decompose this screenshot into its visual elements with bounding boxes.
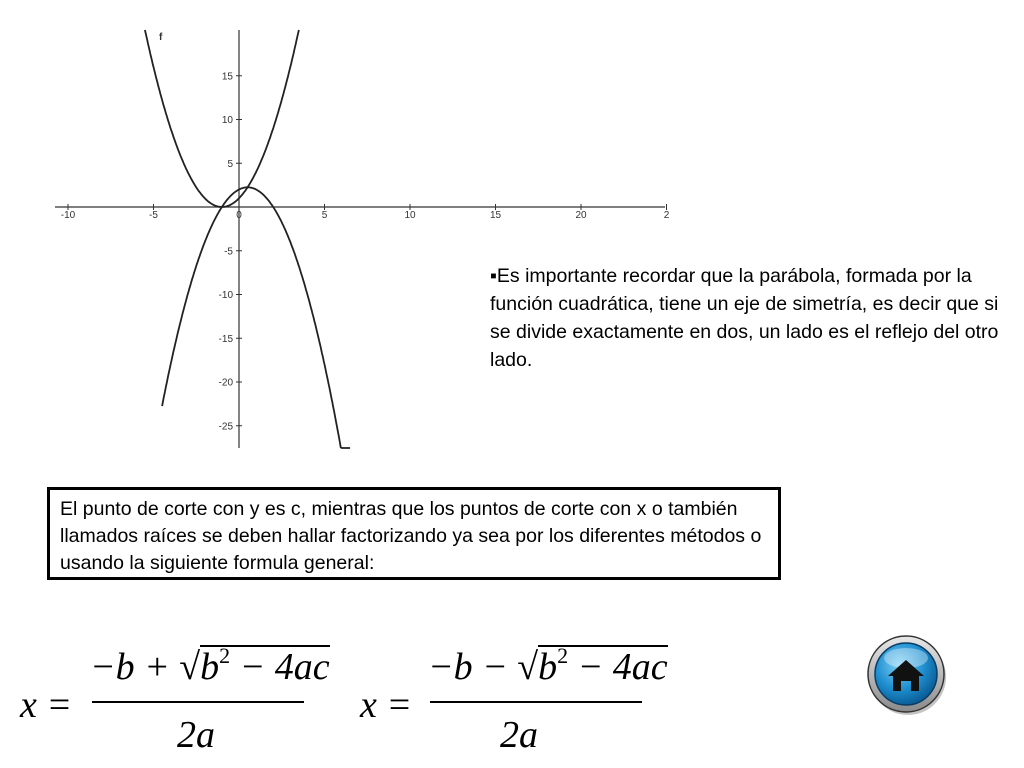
symmetry-note bbox=[490, 262, 1000, 374]
y-tick-label: -10 bbox=[218, 290, 233, 301]
fraction-bar bbox=[430, 701, 642, 703]
roots-info-box bbox=[47, 487, 781, 580]
note-text: Es importante recordar que la parábola, formada por la función cuadrática, tiene un eje de simetría, es decir que si se divide exactamente en dos, un lado es el reflejo del otro lado. bbox=[490, 265, 999, 371]
x-tick-label: 5 bbox=[321, 210, 328, 221]
home-icon bbox=[866, 634, 948, 716]
formula-lhs: x = bbox=[20, 684, 73, 726]
y-tick-label: -5 bbox=[224, 246, 233, 258]
y-tick-label: -15 bbox=[218, 333, 233, 345]
y-tick-label: -25 bbox=[218, 421, 233, 433]
home-button[interactable] bbox=[866, 634, 948, 716]
fraction-bar bbox=[92, 701, 304, 703]
formula-numerator: $-b + √b^2 - 4ac$ bbox=[90, 645, 330, 692]
x-tick-label: 20 bbox=[575, 210, 587, 221]
x-tick-label: 2 bbox=[663, 210, 670, 221]
parabola-graph bbox=[0, 0, 700, 460]
formula-denominator: 2a bbox=[177, 714, 215, 756]
formula-denominator: 2a bbox=[500, 714, 538, 756]
axes bbox=[55, 30, 667, 448]
x-tick-label: 0 bbox=[236, 210, 242, 221]
bullet-icon: ▪ bbox=[490, 265, 497, 287]
y-tick-label: 10 bbox=[221, 115, 233, 126]
curve-label: f bbox=[159, 32, 163, 43]
curves bbox=[145, 30, 350, 448]
radicand: $b^2 - 4ac$ bbox=[200, 645, 330, 692]
x-tick-label: -5 bbox=[149, 210, 158, 221]
roots-info-text: El punto de corte con y es c, mientras que los puntos de corte con x o también llamados raíces se deben hallar factorizando ya sea por los diferentes métodos o usando la siguiente formula general: bbox=[60, 498, 762, 574]
radicand: $b^2 - 4ac$ bbox=[538, 645, 668, 692]
formula-lhs: x = bbox=[360, 684, 413, 726]
formula-numerator: $-b - √b^2 - 4ac$ bbox=[428, 645, 668, 692]
y-tick-label: 15 bbox=[221, 71, 233, 83]
x-tick-label: -10 bbox=[60, 210, 76, 221]
x-tick-label: 10 bbox=[404, 210, 416, 221]
y-tick-label: -20 bbox=[218, 377, 233, 389]
curve-g bbox=[162, 187, 350, 448]
x-tick-label: 15 bbox=[489, 210, 502, 221]
y-tick-label: 5 bbox=[227, 158, 233, 170]
